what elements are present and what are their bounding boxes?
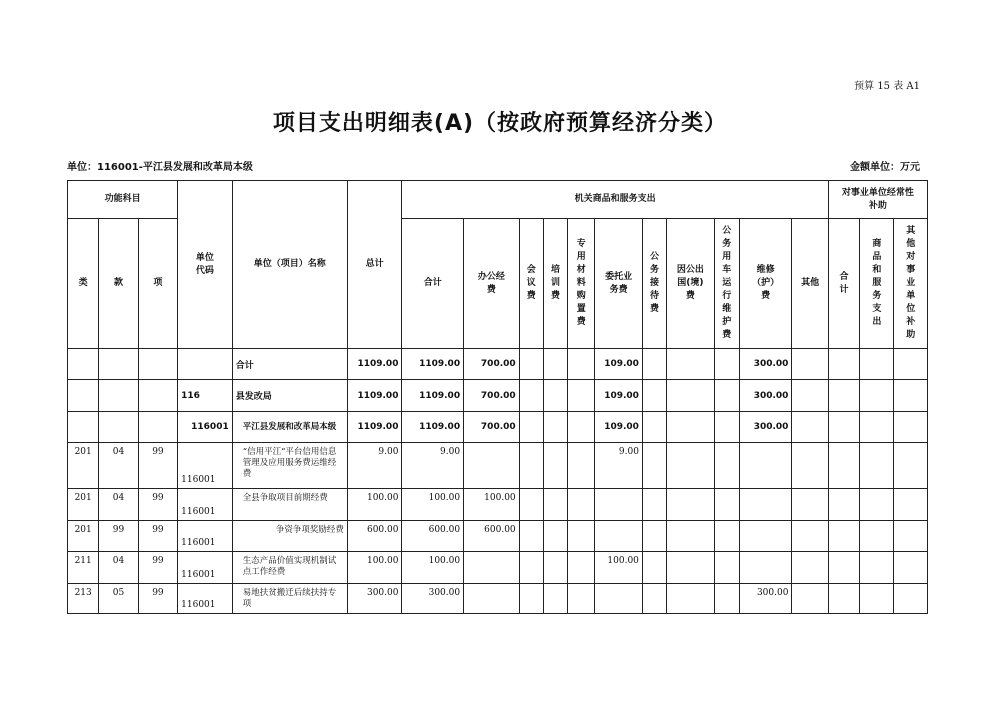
cell-total: 1109.00 (347, 349, 402, 380)
cell-maintenance: 300.00 (739, 349, 792, 380)
cell-maintenance (739, 552, 792, 584)
cell-office: 600.00 (464, 521, 520, 552)
table-row (68, 412, 928, 443)
cell-name: 全县争取项目前期经费 (232, 489, 347, 521)
col-total: 总计 (347, 181, 402, 349)
cell-lei: 201 (68, 489, 99, 521)
cell-name: 易地扶贫搬迁后续扶持专项 (232, 584, 347, 614)
cell-name: 平江县发展和改革局本级 (232, 412, 347, 443)
col-entrusted: 委托业务费 (595, 219, 642, 349)
col-training: 培训费 (543, 219, 567, 349)
cell-code: 116001 (178, 489, 233, 521)
cell-office (464, 584, 520, 614)
cell-entrusted: 109.00 (595, 412, 642, 443)
expenditure-table (67, 180, 928, 614)
cell-gs-total: 1109.00 (402, 349, 464, 380)
page-title: 项目支出明细表(A)（按政府预算经济分类） (272, 111, 728, 136)
cell-code: 116001 (178, 412, 233, 443)
cell-lei: 213 (68, 584, 99, 614)
cell-gs-total: 9.00 (402, 443, 464, 489)
cell-xiang: 99 (138, 521, 177, 552)
cell-name: 合计 (232, 349, 347, 380)
col-lei: 类 (68, 219, 99, 349)
cell-office (464, 552, 520, 584)
table-row (68, 552, 928, 584)
cell-name: “信用平江“平台信用信息管理及应用服务费运维经费 (232, 443, 347, 489)
cell-name: 争资争项奖励经费 (232, 521, 347, 552)
table-row (68, 521, 928, 552)
table-code: 预算 15 表 A1 (854, 81, 920, 92)
table-row (68, 489, 928, 521)
cell-entrusted (595, 584, 642, 614)
col-gs-total: 合计 (402, 219, 464, 349)
cell-lei: 201 (68, 443, 99, 489)
cell-entrusted: 100.00 (595, 552, 642, 584)
col-unit-code: 单位代码 (178, 181, 233, 349)
cell-gs-total: 1109.00 (402, 412, 464, 443)
cell-office: 700.00 (464, 349, 520, 380)
cell-gs-total: 1109.00 (402, 380, 464, 412)
cell-xiang: 99 (138, 584, 177, 614)
cell-total: 100.00 (347, 489, 402, 521)
cell-entrusted: 9.00 (595, 443, 642, 489)
cell-code: 116 (178, 380, 233, 412)
cell-name: 生态产品价值实现机制试点工作经费 (232, 552, 347, 584)
cell-gs-total: 600.00 (402, 521, 464, 552)
cell-gs-total: 100.00 (402, 552, 464, 584)
cell-total: 1109.00 (347, 412, 402, 443)
col-func-subject: 功能科目 (68, 181, 178, 219)
cell-office: 100.00 (464, 489, 520, 521)
table-row (68, 443, 928, 489)
cell-office (464, 443, 520, 489)
cell-maintenance (739, 443, 792, 489)
col-meeting: 会议费 (519, 219, 543, 349)
cell-total: 9.00 (347, 443, 402, 489)
cell-total: 300.00 (347, 584, 402, 614)
cell-entrusted: 109.00 (595, 349, 642, 380)
amount-unit-label: 金额单位：万元 (850, 162, 920, 173)
cell-kuan: 04 (99, 552, 138, 584)
header-row-1 (68, 181, 928, 219)
cell-kuan: 99 (99, 521, 138, 552)
cell-code (178, 349, 233, 380)
cell-total: 600.00 (347, 521, 402, 552)
cell-total: 100.00 (347, 552, 402, 584)
cell-lei: 201 (68, 521, 99, 552)
col-reception: 公务接待费 (642, 219, 666, 349)
col-sub-goods: 商品和服务支出 (860, 219, 894, 349)
col-sub-other: 其他对事业单位补助 (894, 219, 928, 349)
col-materials: 专用材料购置费 (568, 219, 595, 349)
cell-code: 116001 (178, 521, 233, 552)
cell-office: 700.00 (464, 412, 520, 443)
col-other: 其他 (792, 219, 828, 349)
col-unit-name: 单位（项目）名称 (232, 181, 347, 349)
cell-code: 116001 (178, 443, 233, 489)
cell-name: 县发改局 (232, 380, 347, 412)
col-abroad: 因公出国(境)费 (667, 219, 714, 349)
col-sub-total: 合计 (828, 219, 859, 349)
col-xiang: 项 (138, 219, 177, 349)
cell-kuan: 04 (99, 489, 138, 521)
cell-entrusted (595, 521, 642, 552)
cell-xiang: 99 (138, 552, 177, 584)
cell-entrusted: 109.00 (595, 380, 642, 412)
cell-entrusted (595, 489, 642, 521)
unit-label: 单位：116001-平江县发展和改革局本级 (67, 162, 253, 173)
cell-maintenance: 300.00 (739, 380, 792, 412)
cell-lei: 211 (68, 552, 99, 584)
cell-kuan: 05 (99, 584, 138, 614)
cell-gs-total: 300.00 (402, 584, 464, 614)
table-row (68, 380, 928, 412)
table-row (68, 349, 928, 380)
col-maintenance: 维修（护）费 (739, 219, 792, 349)
col-vehicle: 公务用车运行维护费 (714, 219, 739, 349)
cell-maintenance (739, 521, 792, 552)
table-row (68, 584, 928, 614)
cell-maintenance: 300.00 (739, 584, 792, 614)
cell-office: 700.00 (464, 380, 520, 412)
cell-xiang: 99 (138, 443, 177, 489)
col-subsidy: 对事业单位经常性补助 (828, 181, 927, 219)
cell-gs-total: 100.00 (402, 489, 464, 521)
col-kuan: 款 (99, 219, 138, 349)
cell-maintenance (739, 489, 792, 521)
cell-total: 1109.00 (347, 380, 402, 412)
cell-kuan: 04 (99, 443, 138, 489)
cell-code: 116001 (178, 552, 233, 584)
col-goods-services: 机关商品和服务支出 (402, 181, 828, 219)
cell-xiang: 99 (138, 489, 177, 521)
cell-maintenance: 300.00 (739, 412, 792, 443)
col-office: 办公经费 (464, 219, 520, 349)
cell-code: 116001 (178, 584, 233, 614)
